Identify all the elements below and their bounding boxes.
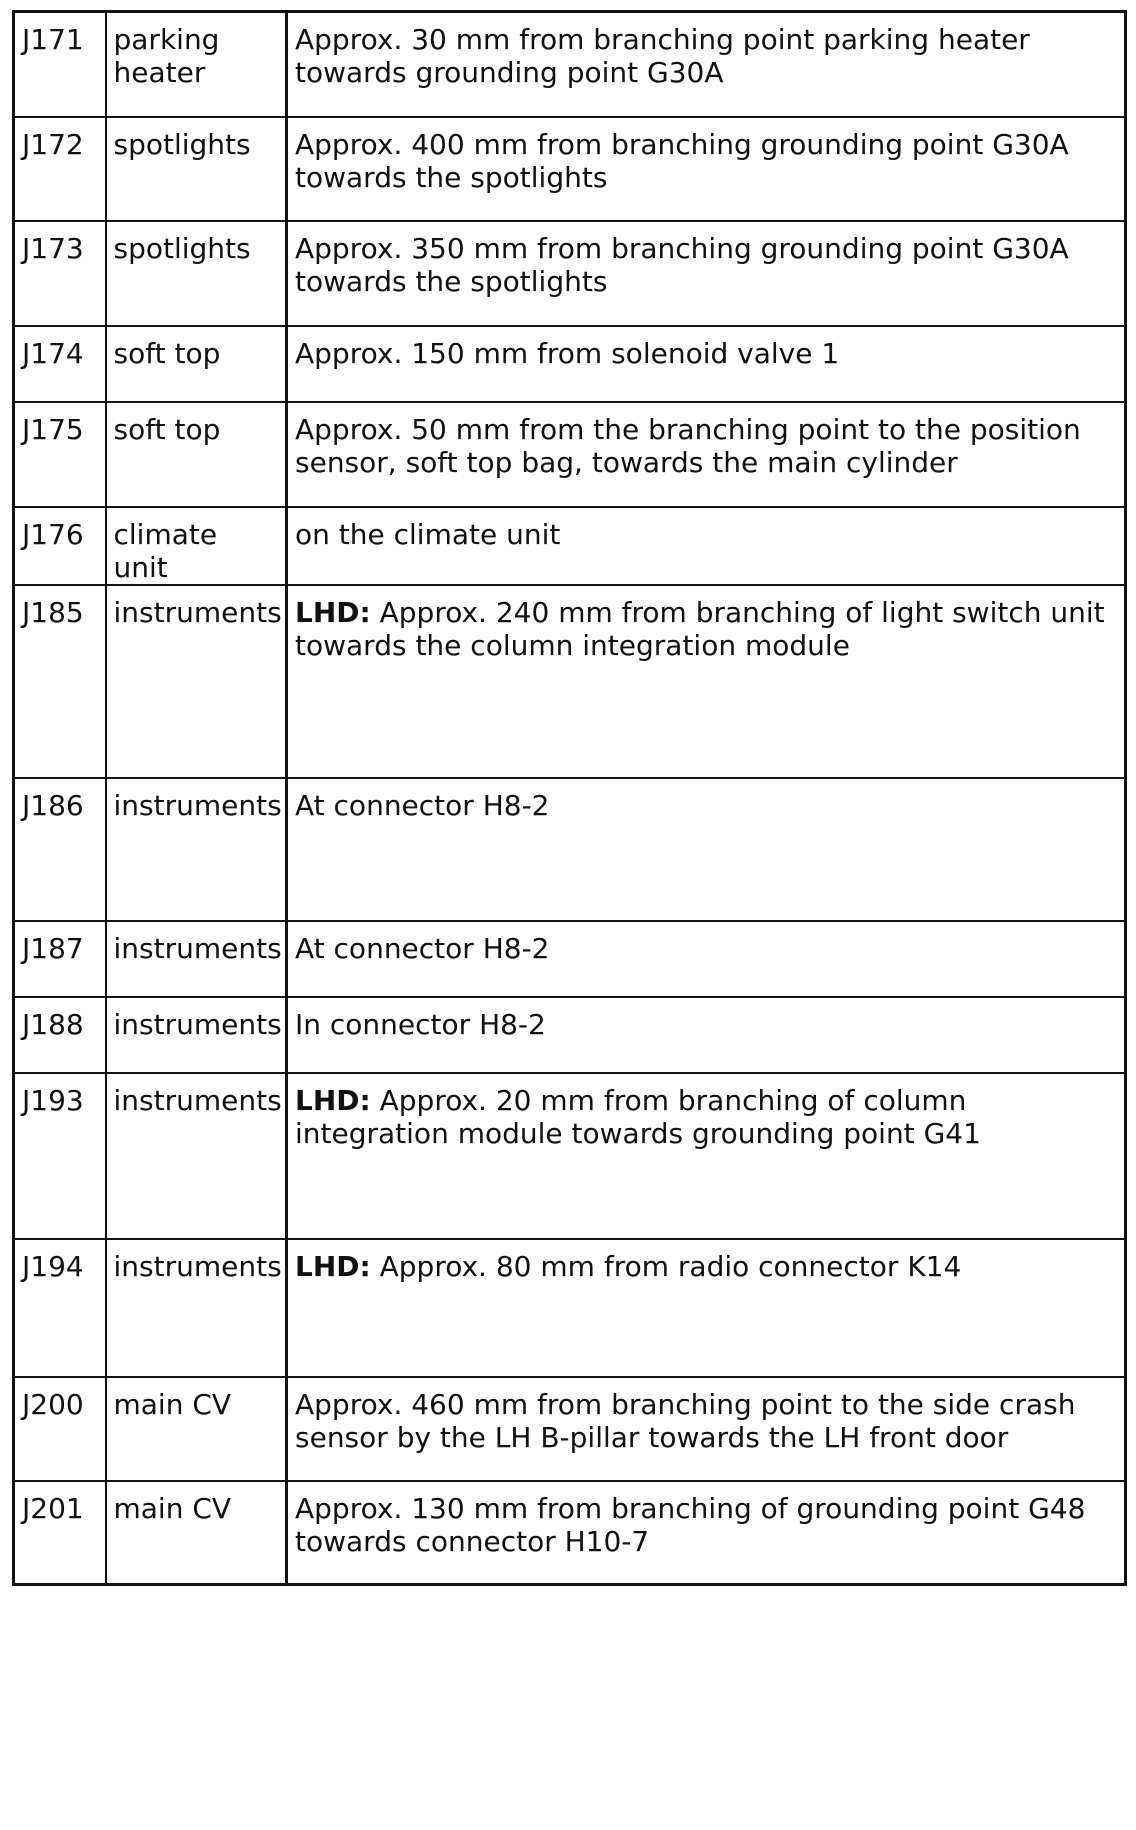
connector-id-cell: J188: [14, 997, 106, 1073]
table-row: [14, 1073, 1126, 1239]
system-cell: spotlights: [106, 117, 287, 221]
lhd-prefix: LHD:: [295, 1083, 371, 1117]
system-cell: instruments: [106, 921, 287, 997]
system-cell: instruments: [106, 997, 287, 1073]
location-cell: Approx. 150 mm from solenoid valve 1: [287, 326, 1126, 402]
location-cell: Approx. 50 mm from the branching point to the position sensor, soft top bag, towards the main cylinder: [287, 402, 1126, 507]
table-row: [14, 507, 1126, 585]
location-text: Approx. 80 mm from radio connector K14: [370, 1249, 962, 1283]
table-row: [14, 1481, 1126, 1585]
location-cell: Approx. 30 mm from branching point parking heater towards grounding point G30A: [287, 12, 1126, 117]
table-row: [14, 326, 1126, 402]
connector-id-cell: J173: [14, 221, 106, 326]
table-row: [14, 402, 1126, 507]
location-cell: Approx. 130 mm from branching of grounding point G48 towards connector H10-7: [287, 1481, 1126, 1585]
table-row: [14, 117, 1126, 221]
table-row: [14, 12, 1126, 117]
table-row: [14, 585, 1126, 778]
location-cell: [287, 1073, 1126, 1239]
system-cell: main CV: [106, 1377, 287, 1481]
system-cell: instruments: [106, 1073, 287, 1239]
connector-id-cell: J171: [14, 12, 106, 117]
connector-id-cell: J175: [14, 402, 106, 507]
location-text: Approx. 20 mm from branching of column integration module towards grounding point G41: [295, 1083, 981, 1150]
connector-table-container: [12, 10, 1124, 1586]
location-text: Approx. 240 mm from branching of light switch unit towards the column integration module: [295, 595, 1105, 662]
connector-id-cell: J176: [14, 507, 106, 585]
system-cell: spotlights: [106, 221, 287, 326]
connector-id-cell: J185: [14, 585, 106, 778]
table-row: [14, 778, 1126, 921]
system-cell: parking heater: [106, 12, 287, 117]
table-row: [14, 997, 1126, 1073]
system-cell: instruments: [106, 778, 287, 921]
connector-id-cell: J194: [14, 1239, 106, 1377]
connector-id-cell: J200: [14, 1377, 106, 1481]
connector-id-cell: J174: [14, 326, 106, 402]
connector-id-cell: J187: [14, 921, 106, 997]
connector-id-cell: J193: [14, 1073, 106, 1239]
location-cell: [287, 1239, 1126, 1377]
location-cell: [287, 585, 1126, 778]
connector-id-cell: J186: [14, 778, 106, 921]
system-cell: soft top: [106, 326, 287, 402]
location-cell: At connector H8-2: [287, 778, 1126, 921]
system-cell: climate unit: [106, 507, 287, 585]
connector-id-cell: J201: [14, 1481, 106, 1585]
table-row: [14, 1377, 1126, 1481]
location-cell: At connector H8-2: [287, 921, 1126, 997]
connector-location-table: [12, 10, 1127, 1586]
system-cell: instruments: [106, 585, 287, 778]
connector-id-cell: J172: [14, 117, 106, 221]
location-cell: Approx. 460 mm from branching point to the side crash sensor by the LH B-pillar towards the LH front door: [287, 1377, 1126, 1481]
lhd-prefix: LHD:: [295, 1249, 371, 1283]
table-row: [14, 921, 1126, 997]
system-cell: soft top: [106, 402, 287, 507]
table-row: [14, 221, 1126, 326]
system-cell: instruments: [106, 1239, 287, 1377]
lhd-prefix: LHD:: [295, 595, 371, 629]
system-cell: main CV: [106, 1481, 287, 1585]
location-cell: on the climate unit: [287, 507, 1126, 585]
location-cell: Approx. 350 mm from branching grounding point G30A towards the spotlights: [287, 221, 1126, 326]
location-cell: In connector H8-2: [287, 997, 1126, 1073]
table-row: [14, 1239, 1126, 1377]
location-cell: Approx. 400 mm from branching grounding point G30A towards the spotlights: [287, 117, 1126, 221]
